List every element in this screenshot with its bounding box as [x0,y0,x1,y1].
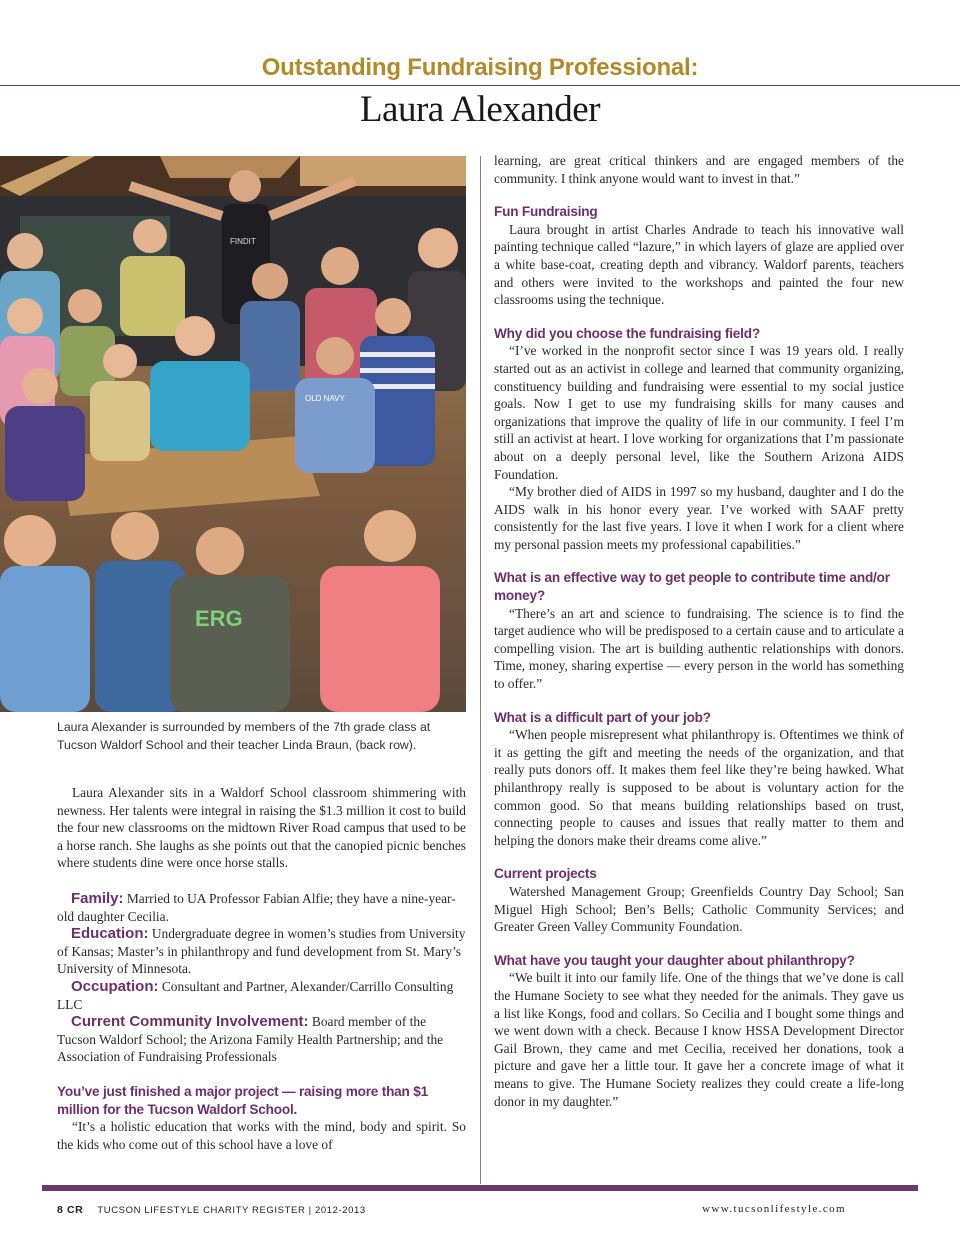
section-paragraph: “I’ve worked in the nonprofit sector since I was 19 years old. I really started out as an activist in college and learned that community organizing, constituency building and fundraising were essential to my social justice goals. Now I get to use my fundraising skills for many causes and organizations that improve the quality of life in our community. I feel I’m still an activist at heart. I love working for organizations that I’m passionate about on a deeply personal level, like the Southern Arizona AIDS Foundation. [494,343,904,482]
column-divider [480,156,481,1184]
question-heading: You’ve just finished a major project — raising more than $1 million for the Tucson Waldorf School. [57,1083,428,1117]
section-paragraph: Watershed Management Group; Greenfields Country Day School; San Miguel High School; Ben’s Bells; Catholic Community Services; and Greater Green Valley Community Foundation. [494,883,904,935]
section-heading: Current projects [494,866,597,882]
section-paragraph: “There’s an art and science to fundraising. The science is to find the target audience who will be predisposed to a certain cause and to articulate a compelling vision. The art is building authentic relationships with donors. Time, money, sharing expertise — every person in the world has something to offer.” [494,605,904,692]
shirt-text-2: OLD NAVY [305,394,345,403]
answer-continuation: learning, are great critical thinkers and are engaged members of the community. I think anyone would want to invest in that.” [494,153,904,186]
fact-family [57,890,466,925]
fact-text: Undergraduate degree in women’s studies from University of Kansas; Master’s in philanthropy and fund development from St. Mary’s University of Minnesota. [57,926,466,977]
page-number: 8 CR [57,1204,84,1216]
answer-paragraph: “It’s a holistic education that works with the mind, body and spirit. So the kids who come out of this school have a love of [57,1119,466,1152]
photo-caption: Laura Alexander is surrounded by members of the 7th grade class at Tucson Waldorf School and their teacher Linda Braun, (back row). [57,720,431,752]
fact-label: Current Community Involvement: [71,1013,309,1031]
section-heading: Why did you choose the fundraising field? [494,325,760,341]
section-heading: Fun Fundraising [494,204,598,220]
fact-education [57,925,466,978]
section-heading: What have you taught your daughter about philanthropy? [494,952,855,968]
fact-text: Married to UA Professor Fabian Alfie; they have a nine-year-old daughter Cecilia. [57,890,456,924]
section-heading: What is a difficult part of your job? [494,709,711,725]
section-paragraph: “My brother died of AIDS in 1997 so my husband, daughter and I do the AIDS walk in his honor every year. I’ve worked with SAAF pretty consistently for the last five years. I love it when I work for a client where my personal passion meets my professional capabilities.” [494,484,904,552]
section-paragraph: “We built it into our family life. One of the things that we’ve done is call the Humane Society to see what they needed for the animals. They gave us a list like Kongs, food and collars. So Cecilia and I bought some things and we went down with a check. Because I know HSSA Development Director Gail Brown, they came and met Cecilia, received her donations, took a picture and gave her a little tour. It gave her a concrete image of what it means to give. The Humane Society realizes they could create a life-long donor in my daughter.” [494,970,904,1109]
fact-text: Consultant and Partner, Alexander/Carrillo Consulting LLC [57,978,454,1012]
fact-label: Family: [71,889,124,907]
fact-label: Education: [71,925,149,943]
shirt-text-1: FINDIT [230,237,256,246]
section-heading: What is an effective way to get people to contribute time and/or money? [494,570,890,604]
article-title: Laura Alexander [359,89,601,130]
article-kicker: Outstanding Fundraising Professional: [261,54,699,81]
publication-name: TUCSON LIFESTYLE CHARITY REGISTER | 2012-2013 [97,1205,366,1216]
footer-rule [42,1185,918,1191]
fact-community [57,1013,466,1066]
intro-paragraph: Laura Alexander sits in a Waldorf School classroom shimmering with newness. Her talents were integral in raising the $1.3 million it cost to build the four new classrooms on the midtown River Road campus that used to be a horse ranch. She laughs as she points out that the canopied picnic benches where students dine were once horse stalls. [57,785,466,871]
footer-publication [57,1204,366,1216]
footer-url: www.tucsonlifestyle.com [702,1203,846,1215]
left-column [57,784,466,1153]
header-rule [0,85,960,86]
fact-text: Board member of the Tucson Waldorf School; the Arizona Family Health Partnership; and the Association of Fundraising Professionals [57,1014,444,1065]
section-paragraph: “When people misrepresent what philanthropy is. Oftentimes we think of it as getting the gift and meeting the needs of the organization, and that really puts donors off. It makes them feel like they’re being hawked. What philanthropy really is supposed to be about is voluntary action for the common good. So that means building relationships based on trust, connecting people to causes and issues that really matter to them and helping the donors make their dreams come alive.” [494,727,904,848]
class-photo [0,156,466,712]
right-column [494,152,904,1110]
fact-occupation [57,978,466,1013]
section-paragraph: Laura brought in artist Charles Andrade to teach his innovative wall painting technique called “lazure,” in which layers of glaze are applied over a white base-coat, creating depth and vibrancy. Waldorf parents, teachers and others were invited to the workshops and painted the four new classrooms using the technique. [494,221,904,308]
shirt-text-3: ERG [195,606,243,631]
fact-label: Occupation: [71,977,159,995]
class-photo-illustration [0,156,466,712]
